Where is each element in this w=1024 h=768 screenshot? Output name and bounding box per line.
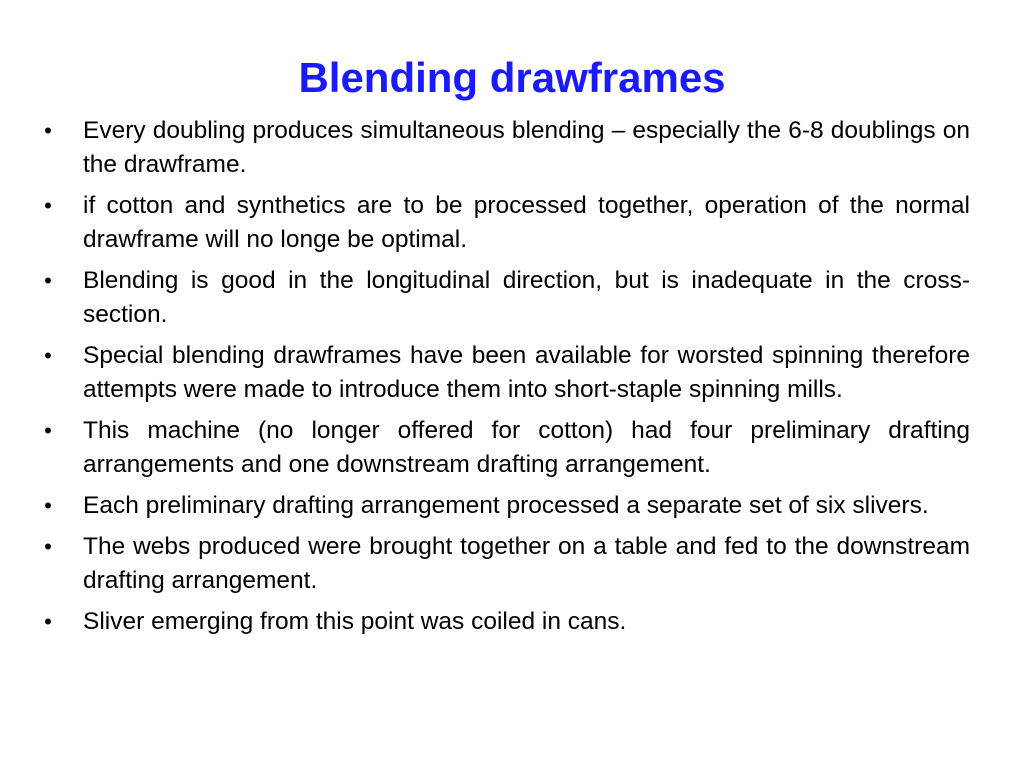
- bullet-icon: •: [44, 118, 52, 143]
- bullet-item: [42, 414, 970, 482]
- bullet-item: [42, 189, 970, 257]
- bullet-text: if cotton and synthetics are to be processed together, operation of the normal drawframe will no longe be optimal.: [83, 192, 970, 253]
- bullet-text: Special blending drawframes have been available for worsted spinning therefore attempts were made to introduce them into short-staple spinning mills.: [83, 342, 970, 403]
- bullet-item: [42, 605, 970, 639]
- bullet-text: The webs produced were brought together on a table and fed to the downstream drafting arrangement.: [83, 533, 970, 594]
- bullet-icon: •: [44, 493, 52, 518]
- bullet-icon: •: [44, 193, 52, 218]
- slide-title: Blending drawframes: [298, 54, 726, 101]
- bullet-icon: •: [44, 534, 52, 559]
- bullet-icon: •: [44, 418, 52, 443]
- bullet-text: Every doubling produces simultaneous blending – especially the 6-8 doublings on the drawframe.: [83, 117, 970, 178]
- bullet-text: This machine (no longer offered for cotton) had four preliminary drafting arrangements and one downstream drafting arrangement.: [83, 417, 970, 478]
- bullet-item: [42, 489, 970, 523]
- bullet-item: [42, 530, 970, 598]
- bullet-icon: •: [44, 343, 52, 368]
- bullet-text: Blending is good in the longitudinal direction, but is inadequate in the cross-section.: [83, 267, 970, 328]
- bullet-item: [42, 114, 970, 182]
- bullet-icon: •: [44, 609, 52, 634]
- bullet-item: [42, 264, 970, 332]
- bullet-text: Sliver emerging from this point was coiled in cans.: [83, 608, 627, 635]
- bullet-item: [42, 339, 970, 407]
- bullet-text: Each preliminary drafting arrangement processed a separate set of six slivers.: [83, 492, 929, 519]
- bullet-icon: •: [44, 268, 52, 293]
- bullet-list: [42, 114, 970, 646]
